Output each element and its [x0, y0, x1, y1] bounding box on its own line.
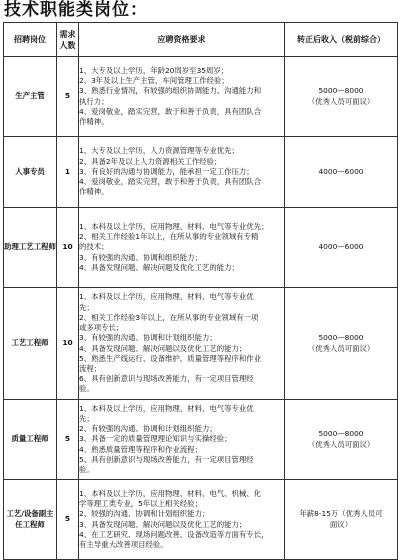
requirement-line: 3、有良好的沟通与协调能力，能承担一定工作压力；: [79, 166, 254, 176]
requirement-line: 4、具备发现问题、解决问题及优化工艺的能力；: [79, 262, 239, 272]
row-requirements: [79, 208, 285, 288]
salary-line: 面议）: [329, 519, 353, 529]
requirement-line: 3、有较强的沟通、协调和计划组织能力；: [79, 333, 217, 343]
salary-line: （优秀人员可面议）: [307, 439, 375, 449]
table-row: [4, 400, 398, 480]
row-salary: [285, 137, 398, 208]
row-post: 生产主管: [4, 57, 57, 137]
requirement-line: 流程；: [79, 363, 102, 373]
requirement-line: 1、大专及以上学历，人力资源管理等专业优先；: [79, 146, 239, 156]
requirement-line: 先；: [79, 413, 94, 423]
requirement-line: 4、熟悉质量管理等程序和作业流程；: [79, 444, 202, 454]
requirement-line: 4、爱岗敬业，踏实完营，敢于和善于负责，具有团队合: [79, 106, 262, 116]
row-salary: [285, 480, 398, 560]
requirement-line: 4、爱岗敬业，踏实完营，敢于和善于负责，具有团队合: [79, 177, 262, 187]
table-row: [4, 288, 398, 400]
header-requirements: 应聘资格要求: [79, 23, 285, 57]
requirement-line: 的技术；: [79, 242, 109, 252]
row-salary: [285, 57, 398, 137]
requirement-line: 3、具备发现问题、解决问题以及优化工艺的能力；: [79, 519, 247, 529]
requirement-line: 作精神。: [79, 116, 109, 126]
header-count: 需求人数: [57, 23, 79, 57]
salary-line: 5000—8000: [318, 429, 364, 439]
requirement-line: 验。: [79, 384, 94, 394]
row-post: 工艺工程师: [4, 288, 57, 400]
header-salary: 转正后收入（税前综合）: [285, 23, 398, 57]
requirement-line: 5、熟悉生产线运行、设备维护、质量管理等程序和作业: [79, 353, 262, 363]
row-count: 5: [57, 400, 79, 480]
table-row: [4, 480, 398, 560]
requirement-line: 2、相关工作经验1年以上，在所从事的专业领域有专精: [79, 232, 259, 242]
row-count: 1: [57, 137, 79, 208]
requirement-line: 4、具备发现问题、解决问题以及优化工艺的能力；: [79, 343, 247, 353]
row-count: 5: [57, 57, 79, 137]
row-post: 助理工艺工程师: [4, 208, 57, 288]
salary-line: 5000—8000: [318, 86, 364, 96]
table-row: [4, 208, 398, 288]
row-post: 人事专员: [4, 137, 57, 208]
row-salary: [285, 208, 398, 288]
requirement-line: 2、较强的沟通、协调和计划组织能力；: [79, 509, 210, 519]
requirement-line: 1、本科及以上学历，应用物理、材料、电气、机械、化: [79, 488, 262, 498]
requirement-line: 验。: [79, 465, 94, 474]
row-requirements: [79, 57, 285, 137]
requirement-line: 3、熟悉行业情况，有较强的组织协调能力、沟通能力和: [79, 86, 262, 96]
requirement-line: 2、有较强的沟通、协调和计划组织能力；: [79, 424, 217, 434]
requirement-line: 5、具有创新意识与现场改善能力，有一定项目管理经: [79, 454, 254, 464]
requirement-line: 学等理工类专业，5年以上相关经验；: [79, 499, 202, 509]
requirement-line: 4、在工艺研究、现场问题改善、设备改造等方面有专长，: [79, 529, 269, 539]
row-salary: [285, 400, 398, 480]
salary-line: 4000—6000: [318, 166, 364, 176]
requirement-line: 2、相关工作经验3年以上，在所从事的专业领域有一项: [79, 312, 259, 322]
requirement-line: 3、有较强的沟通、协调和组织能力；: [79, 252, 202, 262]
requirement-line: 2、具备2年及以上人力资源相关工作经验；: [79, 156, 222, 166]
requirement-line: 3、具备一定的质量管理理论知识与实操经验；: [79, 434, 232, 444]
requirement-line: 6、具有创新意识与现场改善能力，有一定项目管理经: [79, 374, 254, 384]
row-post: 质量工程师: [4, 400, 57, 480]
row-count: 10: [57, 288, 79, 400]
row-count: 10: [57, 208, 79, 288]
row-requirements: [79, 400, 285, 480]
requirement-line: 或多项专长；: [79, 323, 124, 333]
requirement-line: 执行力；: [79, 96, 109, 106]
salary-line: 年薪8-15万（优秀人员可: [299, 509, 383, 519]
table-header-row: [4, 23, 398, 57]
requirement-line: 1、本科及以上学历，应用物理、材料、电气等专业优: [79, 403, 254, 413]
salary-line: 5000—8000: [318, 333, 364, 343]
requirement-line: 1、大专及以上学历，年龄20周岁至35周岁；: [79, 65, 229, 75]
row-post: 工艺/设备副主任工程师: [4, 480, 57, 560]
row-count: 5: [57, 480, 79, 560]
row-salary: [285, 288, 398, 400]
salary-line: （优秀人员可面议）: [307, 343, 375, 353]
row-requirements: [79, 137, 285, 208]
requirement-line: 2、3年及以上生产主管、车间管理工作经验；: [79, 76, 229, 86]
requirement-line: 1、本科及以上学历，应用物理、材料、电气等专业优先；: [79, 221, 269, 231]
salary-line: （优秀人员可面议）: [307, 96, 375, 106]
row-requirements: [79, 480, 285, 560]
requirement-line: 1、本科及以上学历，应用物理、材料、电气等专业优: [79, 292, 254, 302]
header-post: 招聘岗位: [4, 23, 57, 57]
row-requirements: [79, 288, 285, 400]
requirement-line: 先；: [79, 302, 94, 312]
requirement-line: 有主导重大改善项目经验。: [79, 539, 168, 549]
salary-line: 4000—6000: [318, 242, 364, 252]
table-row: [4, 137, 398, 208]
table-row: [4, 57, 398, 137]
job-table: [3, 22, 398, 560]
requirement-line: 作精神。: [79, 187, 109, 197]
page-title: 技术职能类岗位：: [4, 0, 148, 20]
